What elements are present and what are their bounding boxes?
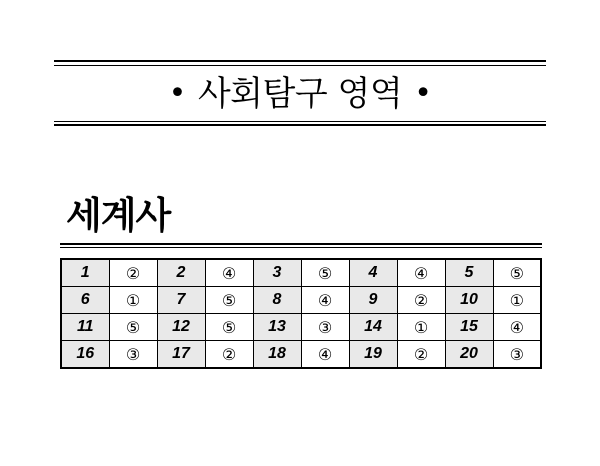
answer-choice: ① xyxy=(109,287,157,314)
question-number: 5 xyxy=(445,259,493,287)
question-number: 1 xyxy=(61,259,109,287)
banner-bottom-rule-thin xyxy=(54,121,546,122)
question-number: 9 xyxy=(349,287,397,314)
answer-choice: ② xyxy=(205,341,253,369)
subject-rule-thick xyxy=(60,243,542,245)
question-number: 13 xyxy=(253,314,301,341)
section-banner xyxy=(54,60,546,128)
table-row xyxy=(61,341,541,369)
question-number: 8 xyxy=(253,287,301,314)
subject-heading: 세계사 xyxy=(66,194,171,237)
section-title xyxy=(54,74,546,114)
question-number: 4 xyxy=(349,259,397,287)
banner-top-rule-thin xyxy=(54,65,546,66)
answer-choice: ⑤ xyxy=(301,259,349,287)
answer-choice: ③ xyxy=(493,341,541,369)
table-row xyxy=(61,287,541,314)
answer-choice: ③ xyxy=(109,341,157,369)
answer-choice: ④ xyxy=(397,259,445,287)
question-number: 20 xyxy=(445,341,493,369)
banner-top-rule-thick xyxy=(54,60,546,62)
question-number: 19 xyxy=(349,341,397,369)
question-number: 18 xyxy=(253,341,301,369)
answer-key-table xyxy=(60,258,542,369)
answer-choice: ⑤ xyxy=(205,314,253,341)
answer-choice: ④ xyxy=(205,259,253,287)
answer-choice: ⑤ xyxy=(109,314,157,341)
table-row xyxy=(61,259,541,287)
section-title-text: 사회탐구 영역 xyxy=(197,74,403,114)
answer-choice: ② xyxy=(109,259,157,287)
answer-choice: ④ xyxy=(301,341,349,369)
question-number: 17 xyxy=(157,341,205,369)
answer-choice: ① xyxy=(493,287,541,314)
question-number: 10 xyxy=(445,287,493,314)
question-number: 3 xyxy=(253,259,301,287)
question-number: 6 xyxy=(61,287,109,314)
banner-bottom-rule-thick xyxy=(54,124,546,126)
question-number: 15 xyxy=(445,314,493,341)
question-number: 12 xyxy=(157,314,205,341)
answer-choice: ⑤ xyxy=(493,259,541,287)
bullet-right: • xyxy=(414,76,432,111)
table-row xyxy=(61,314,541,341)
question-number: 2 xyxy=(157,259,205,287)
subject-rule-thin xyxy=(60,247,542,248)
answer-choice: ② xyxy=(397,341,445,369)
bullet-left: • xyxy=(168,76,186,111)
answer-choice: ② xyxy=(397,287,445,314)
answer-choice: ④ xyxy=(301,287,349,314)
answer-choice: ④ xyxy=(493,314,541,341)
answer-choice: ① xyxy=(397,314,445,341)
question-number: 14 xyxy=(349,314,397,341)
question-number: 16 xyxy=(61,341,109,369)
answer-choice: ③ xyxy=(301,314,349,341)
answer-choice: ⑤ xyxy=(205,287,253,314)
question-number: 11 xyxy=(61,314,109,341)
question-number: 7 xyxy=(157,287,205,314)
